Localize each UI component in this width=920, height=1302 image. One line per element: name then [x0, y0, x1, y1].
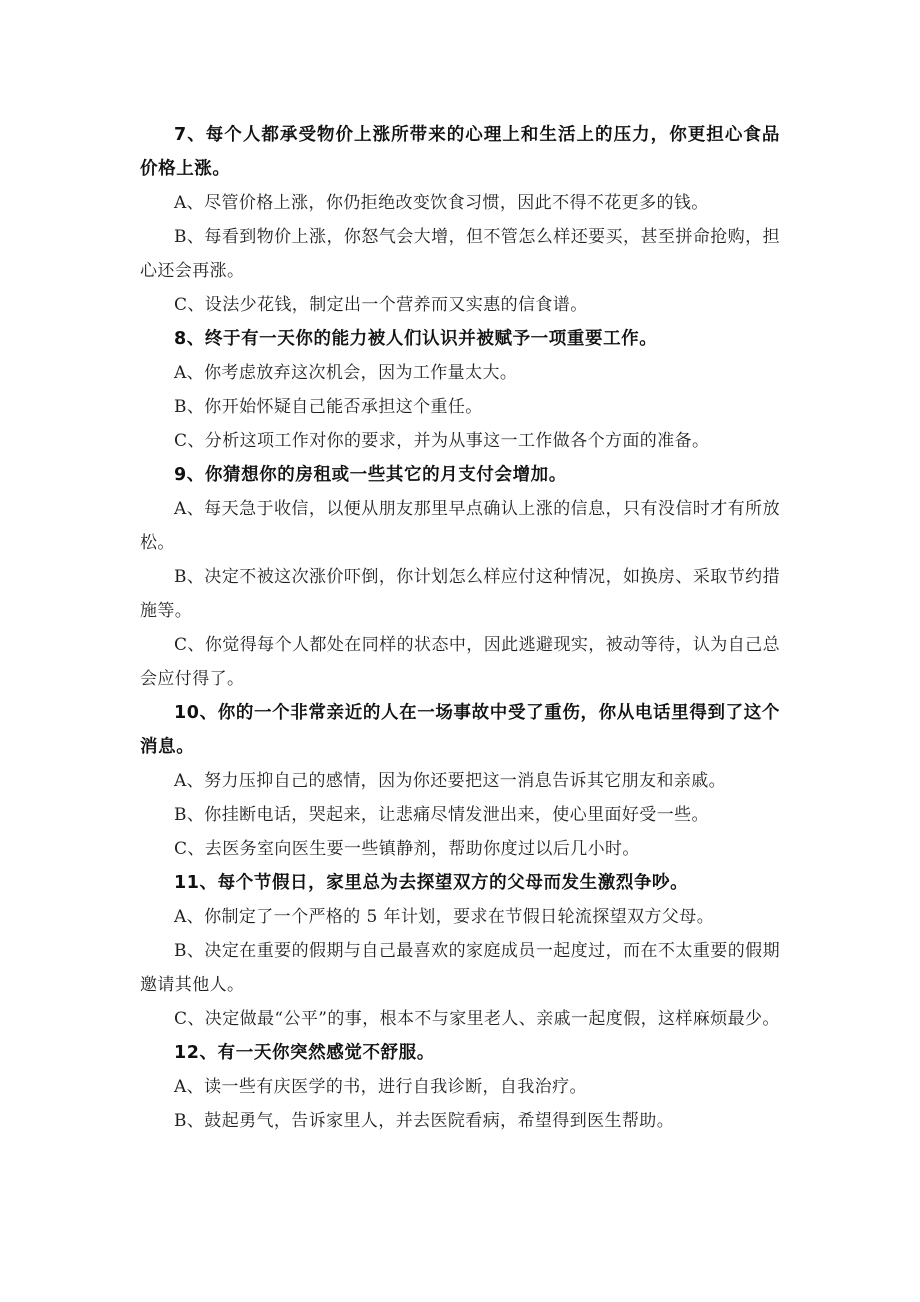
question-12-option-a: A、读一些有庆医学的书，进行自我诊断，自我治疗。 [174, 1077, 587, 1097]
question-7-option-a: A、尽管价格上涨，你仍拒绝改变饮食习惯，因此不得不花更多的钱。 [174, 193, 709, 213]
question-10-option-b: B、你挂断电话，哭起来，让悲痛尽情发泄出来，使心里面好受一些。 [174, 805, 709, 825]
question-9-option-c: C、你觉得每个人都处在同样的状态中，因此逃避现实，被动等待，认为自己总会应付得了。 [140, 635, 780, 689]
question-11-option-b: B、决定在重要的假期与自己最喜欢的家庭成员一起度过，而在不太重要的假期邀请其他人。 [140, 941, 780, 995]
document-content [140, 118, 780, 1138]
question-11: 11、每个节假日，家里总为去探望双方的父母而发生激烈争吵。 [174, 873, 689, 893]
question-10: 10、你的一个非常亲近的人在一场事故中受了重伤，你从电话里得到了这个消息。 [140, 703, 780, 757]
question-8-option-b: B、你开始怀疑自己能否承担这个重任。 [174, 397, 483, 417]
question-8-option-c: C、分析这项工作对你的要求，并为从事这一工作做各个方面的准备。 [174, 431, 710, 451]
question-9: 9、你猜想你的房租或一些其它的月支付会增加。 [174, 465, 567, 485]
question-9-option-a: A、每天急于收信，以便从朋友那里早点确认上涨的信息，只有没信时才有所放松。 [140, 499, 780, 553]
question-12: 12、有一天你突然感觉不舒服。 [174, 1043, 435, 1063]
question-9-option-b: B、决定不被这次涨价吓倒，你计划怎么样应付这种情况，如换房、采取节约措施等。 [140, 567, 780, 621]
question-7-option-b: B、每看到物价上涨，你怒气会大增，但不管怎么样还要买，甚至拼命抢购，担心还会再涨。 [140, 227, 780, 281]
question-10-option-c: C、去医务室向医生要一些镇静剂，帮助你度过以后几小时。 [174, 839, 640, 859]
question-8: 8、终于有一天你的能力被人们认识并被赋予一项重要工作。 [174, 329, 658, 349]
question-7: 7、每个人都承受物价上涨所带来的心理上和生活上的压力，你更担心食品价格上涨。 [140, 125, 780, 179]
question-11-option-a: A、你制定了一个严格的 5 年计划，要求在节假日轮流探望双方父母。 [174, 907, 715, 927]
question-11-option-c: C、决定做最“公平”的事，根本不与家里老人、亲戚一起度假，这样麻烦最少。 [174, 1009, 780, 1029]
question-12-option-b: B、鼓起勇气，告诉家里人，并去医院看病，希望得到医生帮助。 [174, 1111, 675, 1131]
question-8-option-a: A、你考虑放弃这次机会，因为工作量太大。 [174, 363, 518, 383]
question-7-option-c: C、设法少花钱，制定出一个营养而又实惠的信食谱。 [174, 295, 588, 315]
question-10-option-a: A、努力压抑自己的感情，因为你还要把这一消息告诉其它朋友和亲戚。 [174, 771, 727, 791]
